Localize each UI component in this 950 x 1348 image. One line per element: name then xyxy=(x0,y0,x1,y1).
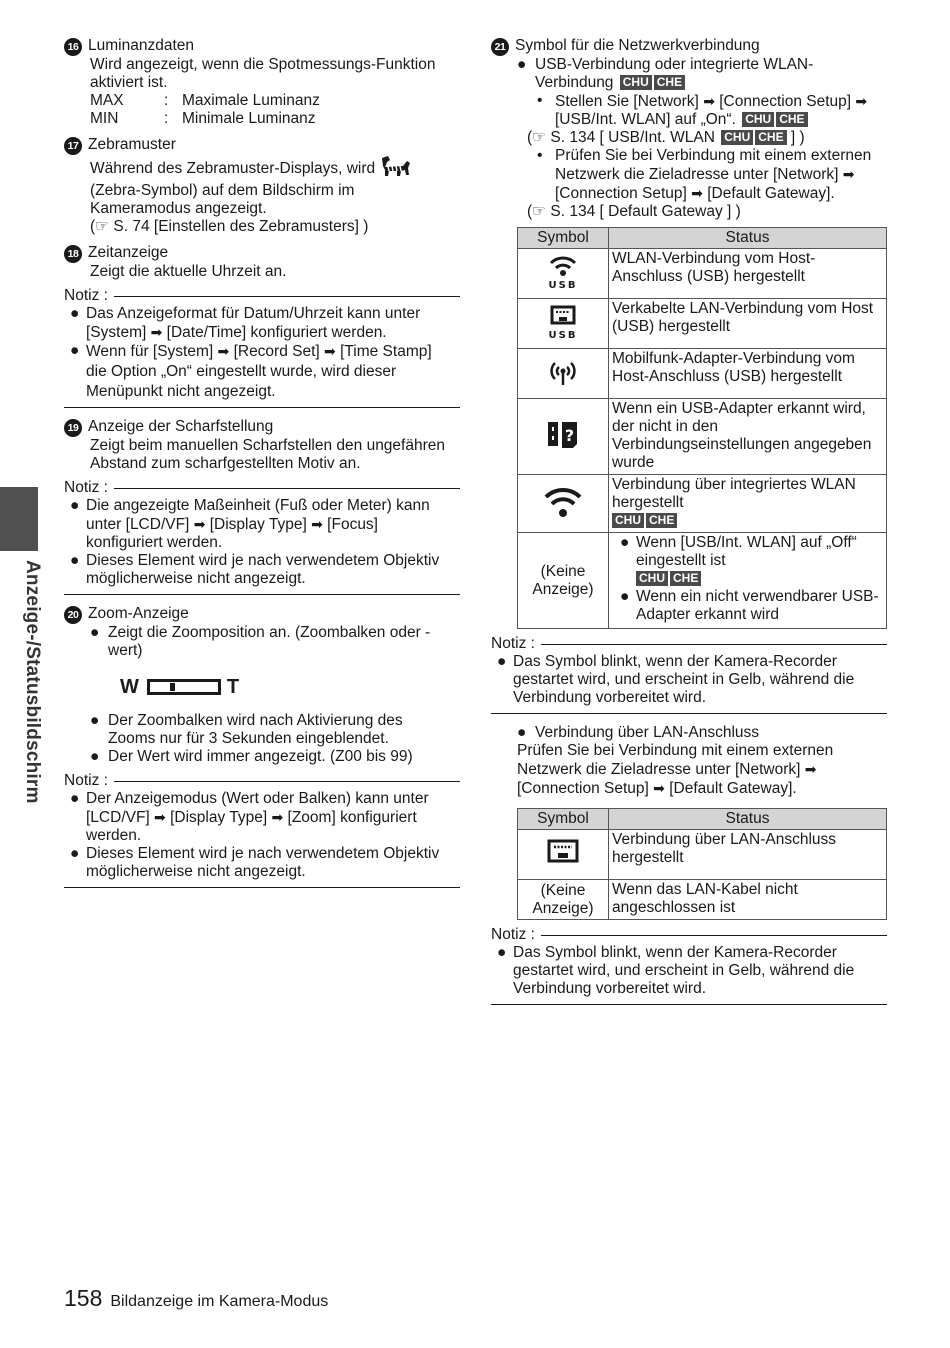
section-title: Zebramuster xyxy=(88,136,176,153)
text-span: [Default Gateway]. xyxy=(669,780,797,797)
section-network xyxy=(491,37,887,714)
text-line: Abstand zum scharfgestellten Motiv an. xyxy=(90,455,361,472)
note-item xyxy=(64,342,460,401)
bullet-icon: ● xyxy=(497,944,507,961)
arrow-icon: ➡ xyxy=(691,185,703,201)
arrow-icon: ➡ xyxy=(150,324,163,340)
section-number-20: 20 xyxy=(64,606,82,624)
list-item xyxy=(491,724,887,742)
sub-bullet-icon: • xyxy=(537,92,543,109)
side-tab-marker xyxy=(0,487,38,551)
note-item xyxy=(64,552,460,588)
text-line: aktiviert ist. xyxy=(90,74,168,91)
section-number-18: 18 xyxy=(64,245,82,263)
symbol-cell xyxy=(518,249,609,299)
zebra-icon xyxy=(379,155,413,182)
symbol-cell xyxy=(518,475,609,533)
text-span: Verbindung xyxy=(535,74,614,91)
note-header xyxy=(491,635,887,653)
sub-bullet-icon: • xyxy=(537,147,543,164)
note-label: Notiz : xyxy=(64,479,108,496)
text-line: möglicherweise nicht angezeigt. xyxy=(86,570,306,587)
text-line: Verbindung über integriertes WLAN hergestellt xyxy=(612,476,856,511)
section-title: Anzeige der Scharfstellung xyxy=(88,418,274,435)
text-line: Wenn [USB/Int. WLAN] auf „Off“ eingestellt ist xyxy=(636,534,857,569)
arrow-icon: ➡ xyxy=(324,343,336,359)
kv-row xyxy=(90,92,460,110)
text-line: Zeigt die aktuelle Uhrzeit an. xyxy=(90,263,287,280)
section-number-17: 17 xyxy=(64,137,82,155)
text-line: Das Symbol blinkt, wenn der Kamera-Recorder xyxy=(513,944,837,961)
side-tab-label: Anzeige-/Statusbildschirm xyxy=(22,560,43,804)
symbol-cell: (Keine Anzeige) xyxy=(518,880,609,920)
text-line: Verbindung vorbereitet wird. xyxy=(513,689,707,706)
reference-line: (☞ S. 134 [ USB/Int. WLAN CHU CHE ] ) xyxy=(527,129,805,146)
text-line: Die angezeigte Maßeinheit (Fuß oder Meter) kann xyxy=(86,497,430,514)
bullet-icon: ● xyxy=(90,624,100,641)
text-line: Der Zoombalken wird nach Aktivierung des xyxy=(108,712,403,729)
table-row xyxy=(518,399,887,475)
section-focus xyxy=(64,418,460,595)
section-zebra xyxy=(64,136,460,236)
zoom-position-marker xyxy=(170,683,175,691)
left-column xyxy=(64,37,460,898)
arrow-icon: ➡ xyxy=(154,809,166,825)
symbol-cell: (Keine Anzeige) xyxy=(518,533,609,629)
section-end-rule xyxy=(491,713,887,714)
section-luminance xyxy=(64,37,460,128)
network-status-table xyxy=(517,227,887,629)
cellular-adapter-icon xyxy=(543,375,583,392)
arrow-icon: ➡ xyxy=(855,93,868,109)
kv-row xyxy=(90,110,460,128)
text-span: Netzwerk die Zieladresse unter [Network] xyxy=(555,166,839,183)
text-line: gestartet wird, und erscheint in Gelb, während die xyxy=(513,671,855,688)
section-number-19: 19 xyxy=(64,419,82,437)
reference-icon: ☞ xyxy=(532,203,547,220)
text-line: USB-Verbindung oder integrierte WLAN- xyxy=(535,56,814,73)
text-span: [Connection Setup] xyxy=(719,93,852,110)
section-title: Zeitanzeige xyxy=(88,244,169,261)
section-zoom xyxy=(64,605,460,888)
reference-icon: ☞ xyxy=(95,218,110,235)
text-span: [Display Type] xyxy=(170,809,268,826)
model-badge: CHE xyxy=(670,571,701,586)
text-line: gestartet wird, und erscheint in Gelb, während die xyxy=(513,962,855,979)
text-span: [Connection Setup] xyxy=(555,185,687,202)
note-item xyxy=(64,845,460,881)
footer-title: Bildanzeige im Kamera-Modus xyxy=(110,1293,329,1310)
text-line: konfiguriert werden. xyxy=(86,534,223,551)
list-item xyxy=(491,56,887,92)
column-header-symbol: Symbol xyxy=(518,228,609,249)
text-span: Während des Zebramuster-Displays, wird xyxy=(90,160,376,177)
note-header xyxy=(491,926,887,944)
sub-list-item xyxy=(491,92,887,129)
text-line: (☞ S. 74 [Einstellen des Zebramusters] ) xyxy=(90,218,369,235)
page-footer xyxy=(64,1285,329,1311)
section-time xyxy=(64,244,460,408)
note-header xyxy=(64,479,460,497)
status-cell xyxy=(609,475,887,533)
text-line: werden. xyxy=(86,827,142,844)
text-span: [Connection Setup] xyxy=(517,780,649,797)
right-column xyxy=(491,37,887,1015)
arrow-icon: ➡ xyxy=(842,166,855,182)
arrow-icon: ➡ xyxy=(271,809,284,825)
bullet-icon: ● xyxy=(70,305,80,322)
status-cell: Wenn ein USB-Adapter erkannt wird, der nicht in den Verbindungseinstellungen angegeben wurde xyxy=(609,399,887,475)
text-span: unter [LCD/VF] xyxy=(86,516,190,533)
model-badge: CHE xyxy=(755,130,786,145)
arrow-icon: ➡ xyxy=(703,93,715,109)
text-span: Wenn für [System] xyxy=(86,343,214,360)
reference-text: S. 74 [Einstellen des Zebramusters] ) xyxy=(113,218,369,235)
note-item xyxy=(491,653,887,707)
arrow-icon: ➡ xyxy=(804,761,817,777)
status-cell: Wenn das LAN-Kabel nicht angeschlossen ist xyxy=(609,880,887,920)
usb-wlan-icon xyxy=(543,278,583,295)
model-badge: CHU xyxy=(620,75,652,90)
text-line: Zeigt beim manuellen Scharfstellen den ungefähren xyxy=(90,437,446,454)
section-title: Zoom-Anzeige xyxy=(88,605,189,622)
text-span: [Time Stamp] xyxy=(340,343,432,360)
text-line: Prüfen Sie bei Verbindung mit einem externen xyxy=(555,147,872,164)
bullet-icon: ● xyxy=(70,342,80,359)
text-span: ] ) xyxy=(790,129,805,146)
bullet-icon: ● xyxy=(620,534,630,551)
text-line: Dieses Element wird je nach verwendetem Objektiv xyxy=(86,552,440,569)
symbol-cell xyxy=(518,349,609,399)
bullet-icon: ● xyxy=(90,748,100,765)
note-label: Notiz : xyxy=(491,635,535,652)
kv-colon: : xyxy=(164,110,169,127)
sub-list-item xyxy=(491,147,887,203)
note-header xyxy=(64,772,460,790)
section-lan xyxy=(491,724,887,1005)
text-span: [Record Set] xyxy=(233,343,320,360)
unknown-adapter-icon xyxy=(543,426,583,455)
note-header xyxy=(64,287,460,305)
reference-text: S. 134 [ USB/Int. WLAN xyxy=(550,129,715,146)
kv-value: Minimale Luminanz xyxy=(182,110,316,127)
text-line: möglicherweise nicht angezeigt. xyxy=(86,863,306,880)
text-line: Der Anzeigemodus (Wert oder Balken) kann unter xyxy=(86,790,429,807)
column-header-status: Status xyxy=(609,228,887,249)
section-title: Luminanzdaten xyxy=(88,37,194,54)
note-label: Notiz : xyxy=(491,926,535,943)
text-span: [System] xyxy=(86,324,147,341)
zoom-bar-example xyxy=(120,678,460,696)
zoom-bar-icon xyxy=(147,679,221,695)
section-end-rule xyxy=(64,407,460,408)
column-header-status: Status xyxy=(609,809,887,830)
bullet-icon: ● xyxy=(70,497,80,514)
note-rule xyxy=(114,781,460,782)
table-row xyxy=(518,830,887,880)
text-span: [LCD/VF] xyxy=(86,809,150,826)
bullet-icon: ● xyxy=(497,653,507,670)
kv-key: MAX xyxy=(90,92,124,109)
note-item xyxy=(491,944,887,998)
lan-port-icon xyxy=(543,856,583,873)
text-line: Verbindung vorbereitet wird. xyxy=(513,980,707,997)
text-line xyxy=(90,155,460,182)
text-line: (Zebra-Symbol) auf dem Bildschirm im xyxy=(90,182,355,199)
section-number-16: 16 xyxy=(64,38,82,56)
model-badge: CHU xyxy=(721,130,753,145)
lan-status-table xyxy=(517,808,887,920)
list-item xyxy=(612,588,883,624)
note-rule xyxy=(114,296,460,297)
section-end-rule xyxy=(64,887,460,888)
status-cell: Mobilfunk-Adapter-Verbindung vom Host-Anschluss (USB) hergestellt xyxy=(609,349,887,399)
svg-text:USB: USB xyxy=(548,280,578,291)
text-line: Wird angezeigt, wenn die Spotmessungs-Funktion xyxy=(90,56,436,73)
reference-text: S. 134 [ Default Gateway ] ) xyxy=(550,203,741,220)
arrow-icon: ➡ xyxy=(217,343,230,359)
model-badge: CHU xyxy=(636,571,668,586)
list-item xyxy=(64,624,460,660)
builtin-wlan-icon xyxy=(541,507,585,524)
table-row xyxy=(518,475,887,533)
table-row xyxy=(518,349,887,399)
note-label: Notiz : xyxy=(64,287,108,304)
status-cell xyxy=(609,533,887,629)
model-badge: CHU xyxy=(742,112,774,127)
text-span: [Display Type] xyxy=(209,516,307,533)
text-line: Menüpunkt nicht angezeigt. xyxy=(86,383,276,400)
arrow-icon: ➡ xyxy=(193,516,206,532)
list-item xyxy=(64,748,460,766)
zoom-wide-label: W xyxy=(120,676,139,698)
note-rule xyxy=(541,644,887,645)
bullet-icon: ● xyxy=(90,712,100,729)
text-line: Prüfen Sie bei Verbindung mit einem externen xyxy=(517,742,834,759)
zoom-tele-label: T xyxy=(226,676,240,698)
text-line: Wenn ein nicht verwendbarer USB-Adapter erkannt wird xyxy=(636,588,879,623)
note-item xyxy=(64,497,460,552)
bullet-icon: ● xyxy=(70,845,80,862)
text-line: Verbindung über LAN-Anschluss xyxy=(535,724,760,741)
text-line: Der Wert wird immer angezeigt. (Z00 bis 99) xyxy=(108,748,413,765)
symbol-cell xyxy=(518,830,609,880)
symbol-cell xyxy=(518,399,609,475)
text-line: wert) xyxy=(108,642,143,659)
text-span: [Date/Time] konfiguriert werden. xyxy=(166,324,387,341)
text-span: [Default Gateway]. xyxy=(707,185,835,202)
reference-line: (☞ S. 134 [ Default Gateway ] ) xyxy=(527,203,741,220)
usb-lan-icon xyxy=(543,328,583,345)
section-number-21: 21 xyxy=(491,38,509,56)
text-line: Zeigt die Zoomposition an. (Zoombalken oder - xyxy=(108,624,431,641)
section-end-rule xyxy=(491,1004,887,1005)
symbol-cell xyxy=(518,299,609,349)
text-span: [Focus] xyxy=(327,516,378,533)
text-line: Dieses Element wird je nach verwendetem Objektiv xyxy=(86,845,440,862)
column-header-symbol: Symbol xyxy=(518,809,609,830)
note-item xyxy=(64,305,460,342)
page-number: 158 xyxy=(64,1285,103,1311)
section-end-rule xyxy=(64,594,460,595)
arrow-icon: ➡ xyxy=(653,780,665,796)
model-badge: CHE xyxy=(646,513,677,528)
model-badge: CHE xyxy=(776,112,807,127)
svg-text:?: ? xyxy=(564,426,575,445)
list-item xyxy=(64,712,460,748)
arrow-icon: ➡ xyxy=(311,516,323,532)
list-item xyxy=(612,534,883,588)
status-cell: Verbindung über LAN-Anschluss hergestellt xyxy=(609,830,887,880)
kv-key: MIN xyxy=(90,110,119,127)
section-title: Symbol für die Netzwerkverbindung xyxy=(515,37,760,54)
text-span: Netzwerk die Zieladresse unter [Network] xyxy=(517,761,801,778)
note-rule xyxy=(541,935,887,936)
model-badge: CHU xyxy=(612,513,644,528)
status-cell: Verkabelte LAN-Verbindung vom Host (USB) hergestellt xyxy=(609,299,887,349)
bullet-icon: ● xyxy=(70,790,80,807)
text-line: Das Anzeigeformat für Datum/Uhrzeit kann unter xyxy=(86,305,421,322)
text-span: [Zoom] konfiguriert xyxy=(287,809,417,826)
bullet-icon: ● xyxy=(620,588,630,605)
reference-icon: ☞ xyxy=(532,129,547,146)
table-row xyxy=(518,880,887,920)
model-badge: CHE xyxy=(654,75,685,90)
text-line: Zooms nur für 3 Sekunden eingeblendet. xyxy=(108,730,389,747)
bullet-icon: ● xyxy=(70,552,80,569)
kv-colon: : xyxy=(164,92,169,109)
kv-value: Maximale Luminanz xyxy=(182,92,320,109)
table-header-row xyxy=(518,228,887,249)
note-item xyxy=(64,790,460,845)
note-rule xyxy=(114,488,460,489)
table-header-row xyxy=(518,809,887,830)
bullet-icon: ● xyxy=(517,56,527,73)
text-line: Das Symbol blinkt, wenn der Kamera-Recorder xyxy=(513,653,837,670)
status-cell: WLAN-Verbindung vom Host-Anschluss (USB) hergestellt xyxy=(609,249,887,299)
table-row xyxy=(518,299,887,349)
text-line: die Option „On“ eingestellt wurde, wird dieser xyxy=(86,363,397,380)
table-row xyxy=(518,533,887,629)
text-line: Kameramodus angezeigt. xyxy=(90,200,267,217)
svg-text:USB: USB xyxy=(548,330,578,341)
bullet-icon: ● xyxy=(517,724,527,741)
note-label: Notiz : xyxy=(64,772,108,789)
text-span: [USB/Int. WLAN] auf „On“. xyxy=(555,111,736,128)
text-span: Stellen Sie [Network] xyxy=(555,93,699,110)
table-row xyxy=(518,249,887,299)
